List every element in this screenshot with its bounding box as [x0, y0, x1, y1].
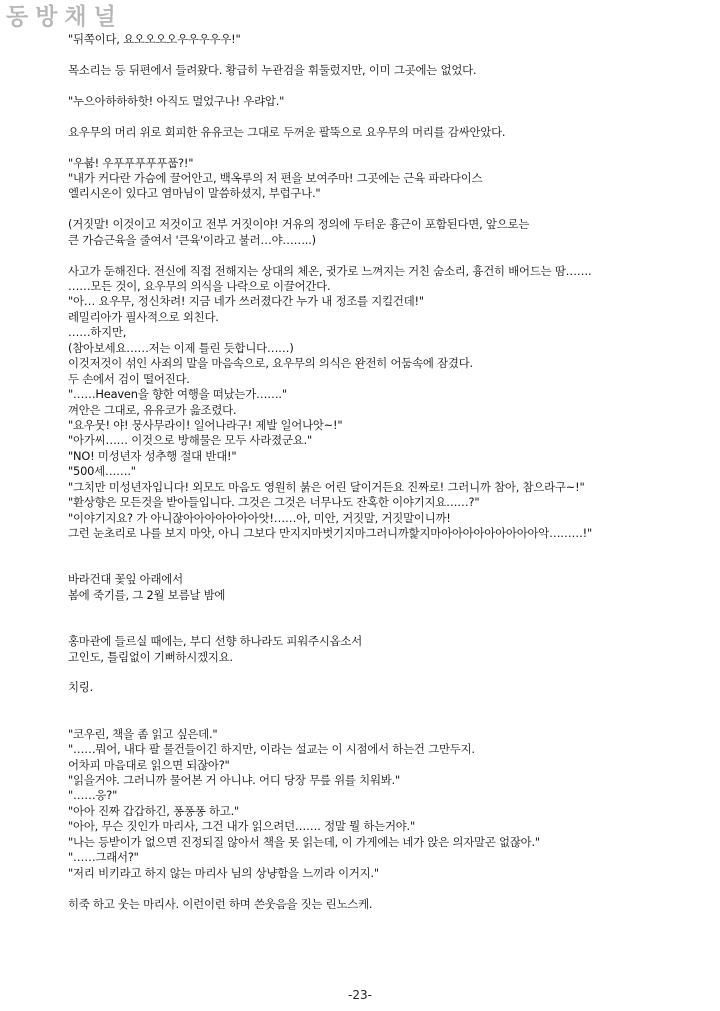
- dialogue-line: "내가 커다란 가슴에 끌어안고, 백옥루의 저 편을 보여주마! 그곳에는 근육 파라다이스: [68, 170, 483, 185]
- dialogue-line: 그런 눈초리로 나를 보지 마앗, 아니 그보다 만지지마벗기지마그러니까핥지마아아아아아아아아아악………!": [68, 526, 593, 540]
- narration-line: ……하지만,: [68, 325, 127, 340]
- dialogue-line: 어차피 마음대로 읽으면 되잖아?": [68, 757, 230, 772]
- dialogue-line: "읽을거야. 그러니까 물어본 거 아니냐. 어디 당장 무릎 위를 치워봐.": [68, 773, 401, 788]
- poem-line: 바라건대 꽃잎 아래에서: [68, 572, 183, 587]
- inner-thought-line: (거짓말! 이것이고 저것이고 전부 거짓이야! 거유의 정의에 두터운 흉근이 포함된다면, 앞으로는: [68, 217, 530, 232]
- inner-thought-line: (참아보세요……저는 이제 틀린 듯합니다……): [68, 340, 294, 355]
- dialogue-line: "우붑! 우푸푸푸푸푸풉?!": [68, 155, 194, 170]
- dialogue-line: "……Heaven을 향한 여행을 떠났는가…….": [68, 387, 287, 402]
- dialogue-line: "……뭐어, 내다 팔 물건들이긴 하지만, 이라는 설교는 이 시점에서 하는건 그만두지.: [68, 742, 475, 757]
- dialogue-line: "누으아하하하핫! 아직도 멀었구나! 우랴압.": [68, 93, 285, 108]
- dialogue-line: "이야기지요? 가 아니잖아아아아아아아앗!……아, 미안, 거짓말, 거짓말이니까!: [68, 510, 451, 525]
- narration-line: 껴안은 그대로, 유유코가 읊조렸다.: [68, 402, 237, 417]
- dialogue-line: "환상향은 모든것을 받아들입니다. 그것은 그것은 너무나도 잔혹한 이야기지요……?": [68, 495, 480, 510]
- narration-line: 두 손에서 검이 떨어진다.: [68, 371, 190, 386]
- dialogue-line: "아가씨…… 이것으로 방해물은 모두 사라졌군요.": [68, 433, 313, 448]
- narration-line: 이것저것이 섞인 사죄의 말을 마음속으로, 요우무의 의식은 완전히 어둠속에 잠겼다.: [68, 356, 473, 371]
- dialogue-line: "……그래서?": [68, 850, 139, 865]
- dialogue-line: "나는 등받이가 없으면 진정되질 않아서 책을 못 읽는데, 이 가게에는 네가 앉은 의자말곤 없잖아.": [68, 834, 540, 849]
- dialogue-line: "500세…….": [68, 464, 136, 479]
- dialogue-line: "아아, 무슨 짓인가 마리사, 그건 내가 읽으려던……. 정말 뭘 하는거야.": [68, 819, 416, 834]
- dialogue-line: "아… 요우무, 정신차려! 지금 네가 쓰러졌다간 누가 내 정조를 지킬건데!": [68, 294, 424, 309]
- narration-line: 히죽 하고 웃는 마리사. 이런이런 하며 쓴웃음을 짓는 린노스케.: [68, 896, 373, 911]
- dialogue-line: "코우린, 책을 좀 읽고 싶은데.": [68, 726, 218, 741]
- dialogue-line: 엘리시온이 있다고 염마님이 말씀하셨지, 부럽구나.": [68, 186, 321, 201]
- dialogue-line: "아아 진짜 갑갑하긴, 퐁퐁퐁 하고.": [68, 803, 240, 818]
- poem-line: 봄에 죽기를, 그 2월 보름날 밤에: [68, 587, 226, 602]
- narration-line: 사고가 둔해진다. 전신에 직접 전해지는 상대의 체온, 귓가로 느껴지는 거친 숨소리, 흉건히 배어드는 땀…….: [68, 263, 592, 278]
- dialogue-line: "뒤쪽이다, 요오오오오우우우우우!": [68, 32, 241, 46]
- channel-watermark: 동방채널: [6, 4, 123, 30]
- epitaph-line: 고인도, 틀림없이 기뻐하시겠지요.: [68, 649, 233, 664]
- narration-line: 목소리는 등 뒤편에서 들려왔다. 황급히 누관검을 휘둘렀지만, 이미 그곳에는 없었다.: [68, 62, 477, 77]
- dialogue-line: "저리 비키라고 하지 않는 마리사 님의 상냥함을 느끼라 이거지.": [68, 865, 379, 880]
- inner-thought-line: 큰 가슴근육을 줄여서 '큰육'이라고 불러…야……..): [68, 232, 316, 247]
- dialogue-line: "……응?": [68, 788, 118, 803]
- narration-line: 요우무의 머리 위로 회피한 유유코는 그대로 두꺼운 팔뚝으로 요우무의 머리를 감싸안았다.: [68, 124, 506, 139]
- dialogue-line: "요우뭇! 야! 뭉사무라이! 일어나라구! 제발 일어나앗~!": [68, 417, 343, 432]
- page-body: [68, 32, 716, 912]
- page-number: -23-: [348, 988, 372, 1002]
- narration-line: ……모든 것이, 요우무의 의식을 나락으로 이끌어간다.: [68, 279, 331, 293]
- epitaph-line: 홍마관에 들르실 때에는, 부디 선향 하나라도 피워주시옵소서: [68, 634, 363, 649]
- sound-effect-line: 치링.: [68, 680, 94, 695]
- dialogue-line: "그치만 미성년자입니다! 외모도 마음도 영원히 붉은 어린 달이거든요 진짜로! 그러니까 참아, 참으라구~!": [68, 479, 585, 494]
- narration-line: 레밀리아가 필사적으로 외친다.: [68, 309, 219, 324]
- dialogue-line: "NO! 미성년자 성추행 절대 반대!": [68, 448, 237, 463]
